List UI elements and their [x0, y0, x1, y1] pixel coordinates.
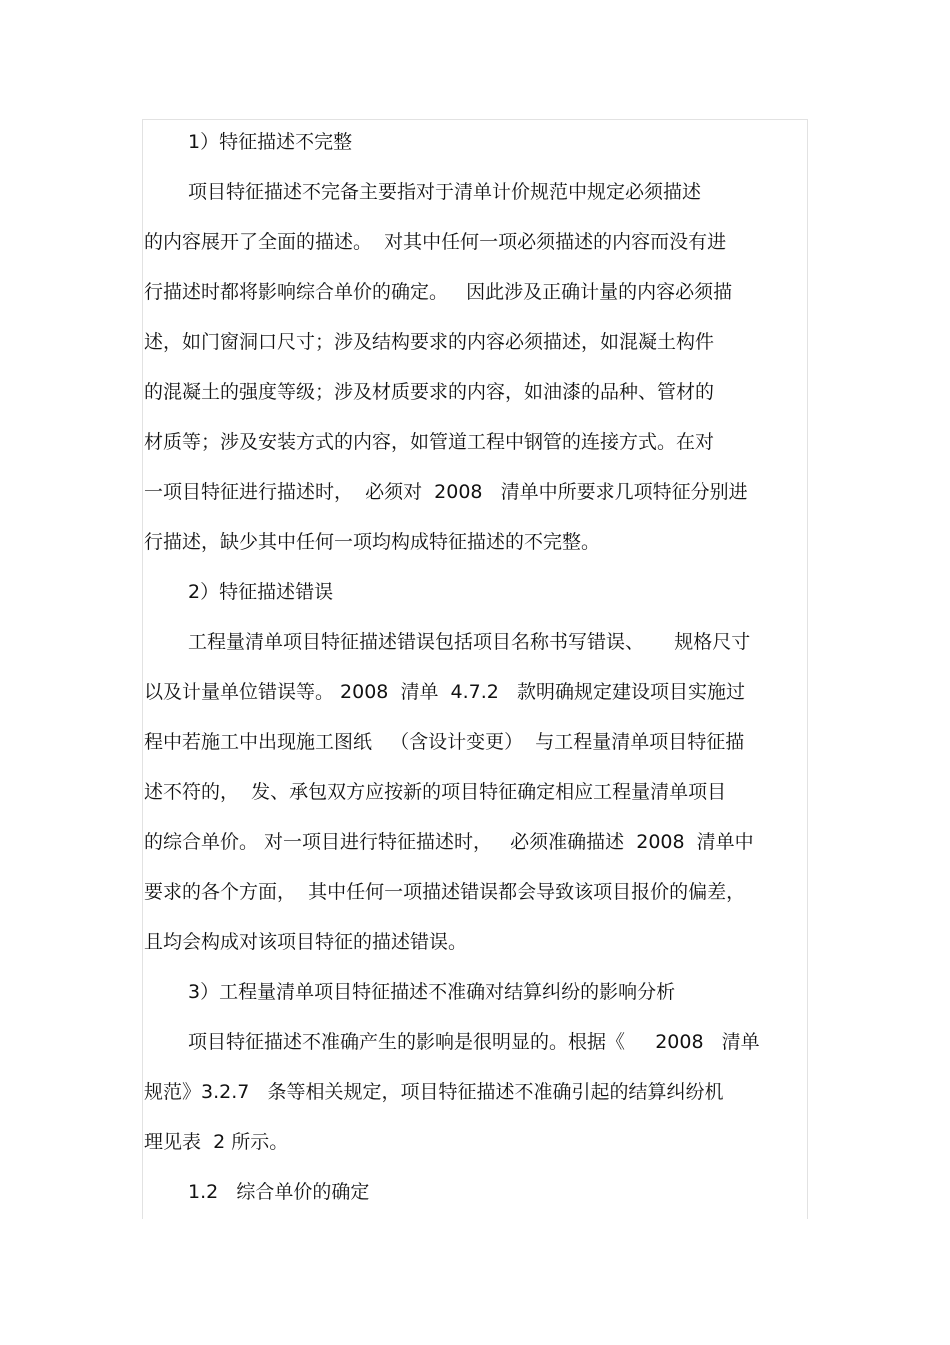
paragraph-line: 项目特征描述不完备主要指对于清单计价规范中规定必须描述	[188, 181, 702, 203]
paragraph-line: 项目特征描述不准确产生的影响是很明显的。根据《 2008 清单	[188, 1031, 760, 1053]
heading-incomplete-description: 1）特征描述不完整	[188, 131, 353, 153]
paragraph-line: 工程量清单项目特征描述错误包括项目名称书写错误、 规格尺寸	[188, 631, 751, 653]
heading-description-error: 2）特征描述错误	[188, 581, 334, 603]
paragraph-line: 的内容展开了全面的描述。 对其中任何一项必须描述的内容而没有进	[144, 231, 727, 253]
paragraph-line: 行描述时都将影响综合单价的确定。 因此涉及正确计量的内容必须描	[144, 281, 733, 303]
paragraph-line: 材质等；涉及安装方式的内容，如管道工程中钢管的连接方式。在对	[144, 431, 715, 453]
paragraph-line: 述不符的， 发、承包双方应按新的项目特征确定相应工程量清单项目	[144, 781, 727, 803]
paragraph-line: 一项目特征进行描述时， 必须对 2008 清单中所要求几项特征分别进	[144, 481, 748, 503]
paragraph-line: 规范》3.2.7 条等相关规定，项目特征描述不准确引起的结算纠纷机	[144, 1081, 724, 1103]
paragraph-line: 的综合单价。 对一项目进行特征描述时， 必须准确描述 2008 清单中	[144, 831, 754, 853]
paragraph-line: 以及计量单位错误等。 2008 清单 4.7.2 款明确规定建设项目实施过	[144, 681, 746, 703]
paragraph-line: 要求的各个方面， 其中任何一项描述错误都会导致该项目报价的偏差，	[144, 881, 746, 903]
paragraph-line: 行描述，缺少其中任何一项均构成特征描述的不完整。	[144, 531, 601, 553]
paragraph-line: 程中若施工中出现施工图纸 （含设计变更） 与工程量清单项目特征描	[144, 731, 745, 753]
paragraph-line: 且均会构成对该项目特征的描述错误。	[144, 931, 468, 953]
heading-settlement-impact: 3）工程量清单项目特征描述不准确对结算纠纷的影响分析	[188, 981, 676, 1003]
paragraph-line: 的混凝土的强度等级；涉及材质要求的内容，如油漆的品种、管材的	[144, 381, 715, 403]
paragraph-line: 述，如门窗洞口尺寸；涉及结构要求的内容必须描述，如混凝土构件	[144, 331, 715, 353]
section-heading-unit-price: 1.2 综合单价的确定	[188, 1181, 370, 1203]
paragraph-line: 理见表 2 所示。	[144, 1131, 289, 1153]
